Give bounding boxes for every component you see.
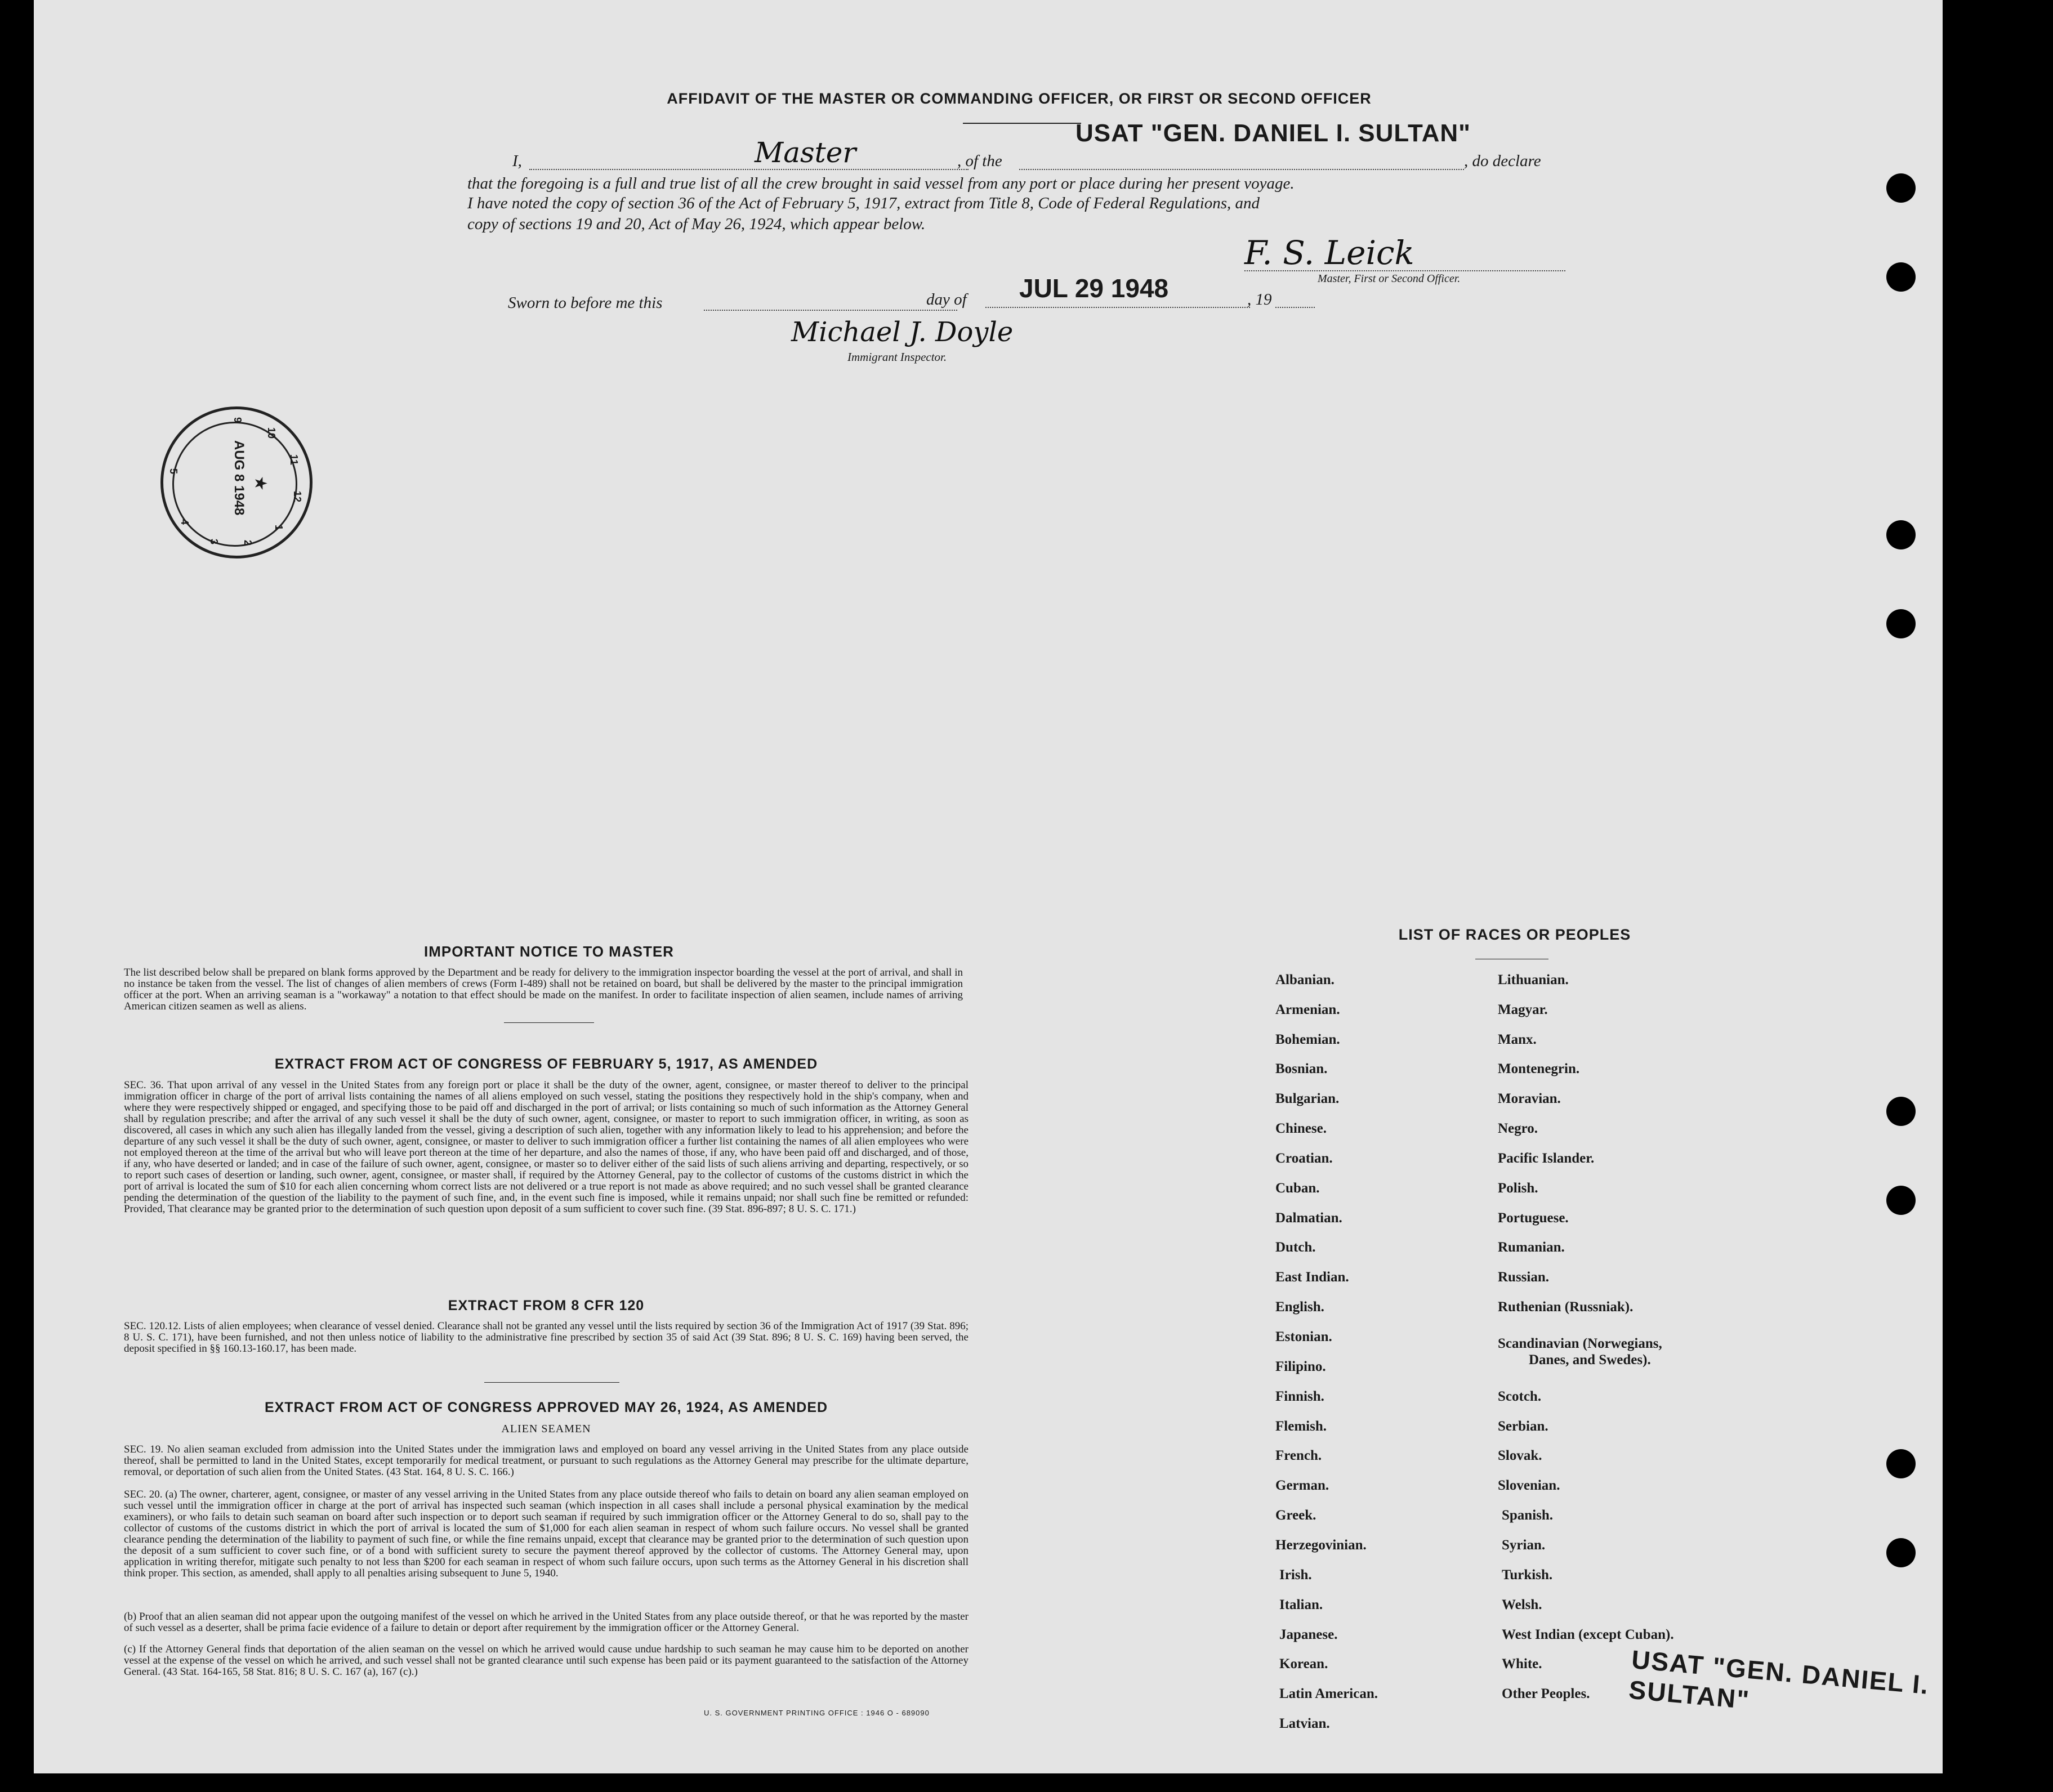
race-item: Latvian. [1279, 1716, 1330, 1731]
year-prefix: , 19 [1247, 291, 1272, 309]
race-item: German. [1275, 1478, 1329, 1493]
punch-hole [1886, 609, 1916, 638]
stamp-number: 11 [288, 454, 300, 466]
year-fill [1275, 307, 1315, 308]
master-signature: F. S. Leick [1244, 234, 1414, 272]
stamp-number: 2 [242, 540, 253, 546]
race-item: Estonian. [1275, 1329, 1332, 1344]
race-item: Negro. [1498, 1121, 1538, 1136]
punch-hole [1886, 1186, 1916, 1215]
race-item: Korean. [1279, 1656, 1328, 1672]
sworn-label: Sworn to before me this [508, 294, 663, 312]
sec-20a-body: SEC. 20. (a) The owner, charterer, agent, consignee, or master of any vessel arriving in the United States from any place outside thereof who fails to detain on board any alien seaman employed on such vessel until the immigration officer in charge at the port of arrival has inspected such seaman (which inspection in all cases shall include a personal physical examination by the medical examiners), or who fails to detain such seaman on board after such inspection or to deport such seaman if required by such immigration officer or the Attorney General to do so, shall pay to the collector of customs of the customs district in which the port of arrival is located the sum of $1,000 for each alien seaman in respect of whom such failure occurs. No vessel shall be granted clearance pending the determination of the liability to payment of such fine, or while the fine remains unpaid, except that clearance may be granted prior to the determination of such question upon the deposit of a sum sufficient to cover such fine, or of a bond with sufficient surety to secure the payment thereof approved by the collector of customs. The Attorney General may, upon application in writing therefor, mitigate such penalty to not less than $200 for each seaman in respect of whom such failure occurs, upon such terms as the Attorney General in his discretion shall think proper. This section, as amended, shall apply to all penalties arising subsequent to June 5, 1940. [124, 1489, 969, 1579]
race-item: Polish. [1498, 1181, 1538, 1196]
sec-19-body: SEC. 19. No alien seaman excluded from admission into the United States under the immigration laws and employed on board any vessel arriving in the United States from any place outside thereof, shall be permitted to land in the United States, except temporarily for medical treatment, or pursuant to such regulations as the Attorney General may prescribe for the ultimate departure, removal, or deportation of such alien from the United States. (43 Stat. 164, 8 U. S. C. 166.) [124, 1444, 969, 1478]
stamp-number: 10 [266, 427, 277, 439]
race-item: Serbian. [1498, 1419, 1548, 1434]
month-fill [985, 307, 1250, 308]
race-item: English. [1275, 1299, 1324, 1315]
stamp-number: 5 [168, 468, 179, 475]
race-item: Armenian. [1275, 1002, 1340, 1017]
extract-cfr-title: EXTRACT FROM 8 CFR 120 [448, 1298, 645, 1313]
role-handwritten: Master [755, 136, 856, 169]
role-fill [529, 169, 969, 170]
vessel-fill [1019, 169, 1464, 170]
race-item: Chinese. [1275, 1121, 1327, 1136]
race-item: Russian. [1498, 1270, 1550, 1285]
punch-hole [1886, 1097, 1916, 1126]
stamp-date: AUG 8 1948 [231, 440, 247, 516]
sworn-date-stamp: JUL 29 1948 [1019, 274, 1169, 303]
race-item: Bosnian. [1275, 1061, 1328, 1076]
race-item: Cuban. [1275, 1181, 1320, 1196]
extract-1917-body: SEC. 36. That upon arrival of any vessel in the United States from any foreign port or place it shall be the duty of the owner, agent, consignee, or master thereof to deliver to the principal immigration officer in charge of the port of arrival lists containing the names of all aliens employed on such vessel, stating the positions they respectively hold in the ship's company, when and where they were respectively shipped or engaged, and specifying those to be paid off and discharged in the port of arrival; or lists containing so much of such information as the Attorney General shall by regulation prescribe; and after the arrival of any such vessel it shall be the duty of such owner, agent, consignee, or master to report to such immigration officer, in writing, as soon as discovered, all cases in which any such alien has illegally landed from the vessel, giving a description of such alien, together with any information likely to lead to his apprehension; and before the departure of any such vessel it shall be the duty of such owner, agent, consignee, or master to deliver to such immigration officer a further list containing the names of all alien employees who were not employed thereon at the time of the arrival but who will leave port thereon at the time of her departure, and also the names of those, if any, who have been paid off and discharged, and of those, if any, who have deserted or landed; and in case of the failure of such owner, agent, consignee, or master so to deliver either of the said lists of such aliens arriving and departing, respectively, or so to report such cases of desertion or landing, such owner, agent, consignee, or master shall, if required by the Attorney General, pay to the collector of customs of the customs district in which the port of arrival is located the sum of $10 for each alien concerning whom correct lists are not delivered or a true report is not made as above required; and no such vessel shall be granted clearance pending the determination of the question of the liability to the payment of such fine, and, in the event such fine is imposed, while it remains unpaid; nor shall such fine be remitted or refunded: Provided, That clearance may be granted prior to the determination of such question upon deposit of a sum sufficient to cover such fine. (39 Stat. 896-897; 8 U. S. C. 171.) [124, 1079, 969, 1215]
section-divider [484, 1382, 619, 1383]
race-item: Bulgarian. [1275, 1091, 1340, 1106]
section-divider [504, 1022, 594, 1023]
signature-caption: Master, First or Second Officer. [1318, 272, 1461, 285]
stamp-number: 9 [232, 417, 243, 423]
title-rule [963, 123, 1081, 124]
race-item: Danes, and Swedes). [1529, 1352, 1651, 1368]
affidavit-line-4: copy of sections 19 and 20, Act of May 26, 1924, which appear below. [467, 215, 926, 233]
inspector-signature: Michael J. Doyle [791, 316, 1014, 348]
punch-hole [1886, 1538, 1916, 1567]
affidavit-line-2: that the foregoing is a full and true list of all the crew brought in said vessel from any port or place during her present voyage. [467, 175, 1295, 193]
race-item: White. [1502, 1656, 1542, 1672]
extract-cfr-body: SEC. 120.12. Lists of alien employees; when clearance of vessel denied. Clearance shall not be granted any vessel until the lists required by section 36 of the Immigration Act of 1917 (39 Stat. 896; 8 U. S. C. 171), have been furnished, and not then unless notice of liability to the administrative fine prescribed by section 35 of said Act (39 Stat. 896; 8 U. S. C. 169) having been served, the deposit specified in §§ 160.13-160.17, has been made. [124, 1320, 969, 1355]
day-of-label: day of [926, 291, 967, 309]
notice-title: IMPORTANT NOTICE TO MASTER [424, 943, 674, 960]
race-item: Turkish. [1502, 1567, 1553, 1583]
race-item: Dalmatian. [1275, 1210, 1342, 1226]
stamp-star-icon: ★ [251, 476, 270, 491]
alien-seamen-subtitle: ALIEN SEAMEN [501, 1423, 591, 1435]
notice-body: The list described below shall be prepared on blank forms approved by the Department and be ready for delivery to the immigration inspector boarding the vessel at the port of arrival, and shall in no instance be taken from the vessel. The list of changes of alien members of crews (Form I-489) shall not be retained on board, but shall be delivered by the master to the principal immigration officer at the port. When an arriving seaman is a "workaway" a notation to that effect should be made on the manifest. In order to facilitate inspection of alien seamen, include names of arriving American citizen seamen as well as aliens. [124, 967, 963, 1012]
declarant-i: I, [512, 152, 522, 170]
declare-label: , do declare [1464, 152, 1541, 170]
race-item: Pacific Islander. [1498, 1151, 1595, 1166]
stamp-number: 4 [179, 519, 190, 525]
race-item: Syrian. [1502, 1538, 1546, 1553]
race-item: Magyar. [1498, 1002, 1548, 1017]
race-item: Slovenian. [1498, 1478, 1560, 1493]
race-item: Manx. [1498, 1032, 1537, 1047]
stamp-number: 12 [292, 491, 303, 503]
day-fill [704, 310, 957, 311]
extract-1917-title: EXTRACT FROM ACT OF CONGRESS OF FEBRUARY 5, 1917, AS AMENDED [274, 1056, 818, 1072]
race-item: Scandinavian (Norwegians, [1498, 1336, 1662, 1351]
punch-hole [1886, 520, 1916, 549]
race-item: Bohemian. [1275, 1032, 1340, 1047]
affidavit-title: AFFIDAVIT OF THE MASTER OR COMMANDING OFFICER, OR FIRST OR SECOND OFFICER [667, 90, 1372, 107]
race-item: Lithuanian. [1498, 972, 1569, 987]
race-item: Irish. [1279, 1567, 1312, 1583]
race-item: Montenegrin. [1498, 1061, 1580, 1076]
race-item: West Indian (except Cuban). [1502, 1627, 1674, 1642]
race-item: Welsh. [1502, 1597, 1542, 1612]
race-item: Spanish. [1502, 1508, 1554, 1523]
race-item: Albanian. [1275, 972, 1335, 987]
punch-hole [1886, 1449, 1916, 1478]
stamp-number: 3 [208, 539, 220, 545]
of-the-label: , of the [957, 152, 1002, 170]
race-item: French. [1275, 1448, 1322, 1463]
vessel-name-stamp: USAT "GEN. DANIEL I. SULTAN" [1075, 119, 1471, 147]
race-item: Greek. [1275, 1508, 1316, 1523]
vessel-stamp-bottom: USAT "GEN. DANIEL I. SULTAN" [1627, 1644, 1931, 1715]
race-item: Portuguese. [1498, 1210, 1569, 1226]
race-item: Croatian. [1275, 1151, 1333, 1166]
received-date-stamp [160, 406, 313, 558]
race-item: Herzegovinian. [1275, 1538, 1367, 1553]
race-item: Japanese. [1279, 1627, 1338, 1642]
race-item: Flemish. [1275, 1419, 1327, 1434]
sec-20c-body: (c) If the Attorney General finds that deportation of the alien seaman on the vessel on which he arrived would cause undue hardship to such seaman he may cause him to be deported on another vessel at the expense of the vessel on which he arrived, and such vessel shall not be granted clearance until such expense has been paid or its payment guaranteed to the satisfaction of the Attorney General. (43 Stat. 164-165, 58 Stat. 816; 8 U. S. C. 167 (a), 167 (c).) [124, 1643, 969, 1678]
race-item: Scotch. [1498, 1389, 1542, 1404]
race-item: Filipino. [1275, 1359, 1326, 1374]
document-page [34, 0, 1943, 1773]
race-item: Rumanian. [1498, 1240, 1565, 1255]
race-item: Slovak. [1498, 1448, 1542, 1463]
race-item: Finnish. [1275, 1389, 1324, 1404]
punch-hole [1886, 262, 1916, 292]
race-item: East Indian. [1275, 1270, 1349, 1285]
race-item: Italian. [1279, 1597, 1323, 1612]
affidavit-line-3: I have noted the copy of section 36 of the Act of February 5, 1917, extract from Title 8, Code of Federal Regulations, and [467, 194, 1260, 212]
extract-1924-title: EXTRACT FROM ACT OF CONGRESS APPROVED MAY 26, 1924, AS AMENDED [264, 1400, 828, 1415]
race-item: Moravian. [1498, 1091, 1561, 1106]
punch-hole [1886, 173, 1916, 203]
stamp-number: 1 [273, 525, 284, 531]
race-item: Ruthenian (Russniak). [1498, 1299, 1634, 1315]
printer-imprint: U. S. GOVERNMENT PRINTING OFFICE : 1946 O - 689090 [704, 1709, 930, 1717]
race-item: Latin American. [1279, 1686, 1378, 1701]
race-item: Other Peoples. [1502, 1686, 1590, 1701]
inspector-caption: Immigrant Inspector. [847, 350, 947, 364]
race-item: Dutch. [1275, 1240, 1316, 1255]
sec-20b-body: (b) Proof that an alien seaman did not appear upon the outgoing manifest of the vessel on which he arrived in the United States from any place outside thereof, or that he was reported by the master of such vessel as a deserter, shall be prima facie evidence of a failure to detain or deport after requirement by the immigration officer or the Attorney General. [124, 1611, 969, 1634]
races-title: LIST OF RACES OR PEOPLES [1398, 926, 1631, 943]
